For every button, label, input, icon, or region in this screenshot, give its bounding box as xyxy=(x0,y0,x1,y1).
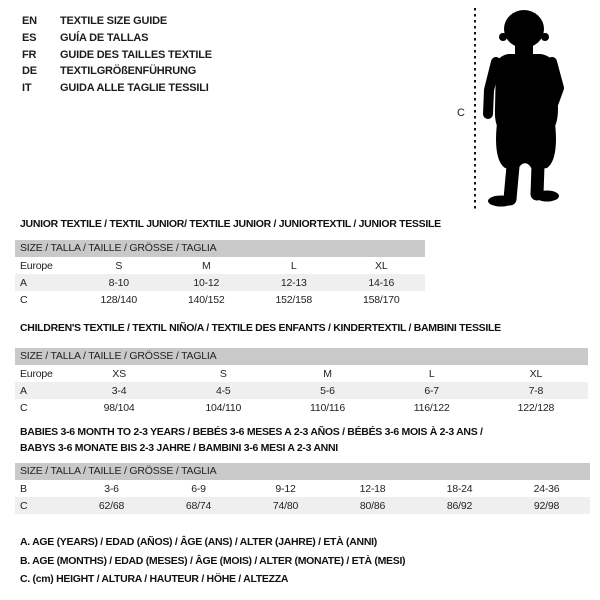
value-cell: 122/128 xyxy=(517,401,555,414)
babies-title-line2: BABYS 3-6 MONATE BIS 2-3 JAHRE / BAMBINI 3-6 MESI A 2-3 ANNI xyxy=(20,442,338,454)
table-row xyxy=(15,274,425,291)
row-label-cell: C xyxy=(20,401,28,414)
value-cell: XL xyxy=(375,259,388,272)
value-cell: 5-6 xyxy=(275,382,379,399)
size-header-bar: SIZE / TALLA / TAILLE / GRÖSSE / TAGLIA xyxy=(15,463,590,480)
value-cell: 86/92 xyxy=(416,497,503,514)
row-label-cell: A xyxy=(15,382,67,399)
row-label-cell: Europe xyxy=(20,259,53,272)
language-label: GUÍA DE TALLAS xyxy=(60,32,149,45)
children-table-title: CHILDREN'S TEXTILE / TEXTIL NIÑO/A / TEXTILE DES ENFANTS / KINDERTEXTIL / BAMBINI TESSILE xyxy=(20,322,501,334)
value-cell: 6-7 xyxy=(380,382,484,399)
value-cell: S xyxy=(115,259,123,272)
value-cell: 9-12 xyxy=(275,482,296,495)
value-cell: 10-12 xyxy=(163,274,251,291)
table-row xyxy=(15,365,588,382)
value-cell: 3-6 xyxy=(104,482,119,495)
table-row xyxy=(15,399,588,416)
value-cell: 98/104 xyxy=(103,401,135,414)
baby-silhouette-icon xyxy=(488,10,559,207)
value-cell: 116/122 xyxy=(413,401,450,414)
value-cell: M xyxy=(201,259,211,272)
table-row xyxy=(15,382,588,399)
value-cell: 128/140 xyxy=(100,293,138,306)
table-row xyxy=(15,480,590,497)
language-code: ES xyxy=(22,32,37,45)
children-size-table xyxy=(15,365,588,416)
footnote-a: A. AGE (YEARS) / EDAD (AÑOS) / ÂGE (ANS) / ALTER (JAHRE) / ETÀ (ANNI) xyxy=(20,536,377,548)
size-header-bar: SIZE / TALLA / TAILLE / GRÖSSE / TAGLIA xyxy=(15,240,425,257)
value-cell: 62/68 xyxy=(68,497,155,514)
table-row xyxy=(15,257,425,274)
value-cell: 12-13 xyxy=(250,274,338,291)
junior-table-title: JUNIOR TEXTILE / TEXTIL JUNIOR/ TEXTILE JUNIOR / JUNIORTEXTIL / JUNIOR TESSILE xyxy=(20,218,441,230)
language-row xyxy=(22,46,212,63)
value-cell: 152/158 xyxy=(275,293,313,306)
babies-table-title xyxy=(20,424,483,456)
junior-size-table xyxy=(15,257,425,308)
value-cell: 6-9 xyxy=(191,482,206,495)
row-label-cell: B xyxy=(20,482,27,495)
row-label-cell: Europe xyxy=(20,367,53,380)
value-cell: 18-24 xyxy=(446,482,473,495)
size-header-bar: SIZE / TALLA / TAILLE / GRÖSSE / TAGLIA xyxy=(15,348,588,365)
row-label-cell: C xyxy=(20,293,28,306)
value-cell: 4-5 xyxy=(171,382,275,399)
language-row xyxy=(22,80,212,97)
babies-title-line1: BABIES 3-6 MONTH TO 2-3 YEARS / BEBÉS 3-6 MESES A 2-3 AÑOS / BÉBÉS 3-6 MOIS À 2-3 ANS / xyxy=(20,426,483,438)
value-cell: L xyxy=(428,367,435,380)
language-code: EN xyxy=(22,15,37,28)
value-cell: 158/170 xyxy=(362,293,400,306)
footnote-b: B. AGE (MONTHS) / EDAD (MESES) / ÂGE (MOIS) / ALTER (MONATE) / ETÀ (MESI) xyxy=(20,554,406,567)
footnote-c: C. (cm) HEIGHT / ALTURA / HAUTEUR / HÖHE / ALTEZZA xyxy=(20,573,289,585)
value-cell: 74/80 xyxy=(242,497,329,514)
language-label: GUIDA ALLE TAGLIE TESSILI xyxy=(60,82,209,95)
footnotes xyxy=(20,533,405,589)
value-cell: XS xyxy=(112,367,126,380)
row-label-cell: A xyxy=(15,274,75,291)
value-cell: 12-18 xyxy=(359,482,386,495)
language-label: TEXTILGRÖßENFÜHRUNG xyxy=(60,65,197,78)
value-cell: M xyxy=(323,367,332,380)
language-row xyxy=(22,30,212,47)
value-cell: 92/98 xyxy=(503,497,590,514)
value-cell: 104/110 xyxy=(205,401,242,414)
language-header xyxy=(22,13,212,96)
value-cell: 3-4 xyxy=(67,382,171,399)
value-cell: 110/116 xyxy=(309,401,345,414)
value-cell: XL xyxy=(529,367,543,380)
value-cell: 7-8 xyxy=(484,382,588,399)
language-label: GUIDE DES TAILLES TEXTILE xyxy=(60,48,212,61)
value-cell: 80/86 xyxy=(329,497,416,514)
value-cell: L xyxy=(290,259,297,272)
children-table xyxy=(15,348,588,416)
junior-table xyxy=(15,240,425,308)
language-label: TEXTILE SIZE GUIDE xyxy=(60,15,168,28)
language-code: FR xyxy=(22,48,37,61)
babies-table xyxy=(15,463,590,514)
language-row xyxy=(22,63,212,80)
value-cell: 140/152 xyxy=(187,293,225,306)
language-code: DE xyxy=(22,65,37,78)
language-code: IT xyxy=(22,82,32,95)
value-cell: 8-10 xyxy=(75,274,163,291)
value-cell: S xyxy=(219,367,227,380)
baby-figure xyxy=(455,5,600,215)
value-cell: 14-16 xyxy=(338,274,426,291)
language-row xyxy=(22,13,212,30)
value-cell: 24-36 xyxy=(533,482,560,495)
table-row xyxy=(15,497,590,514)
value-cell: 68/74 xyxy=(155,497,242,514)
row-label-cell: C xyxy=(15,497,68,514)
babies-size-table xyxy=(15,480,590,514)
height-measure-label: C xyxy=(457,107,465,119)
table-row xyxy=(15,291,425,308)
